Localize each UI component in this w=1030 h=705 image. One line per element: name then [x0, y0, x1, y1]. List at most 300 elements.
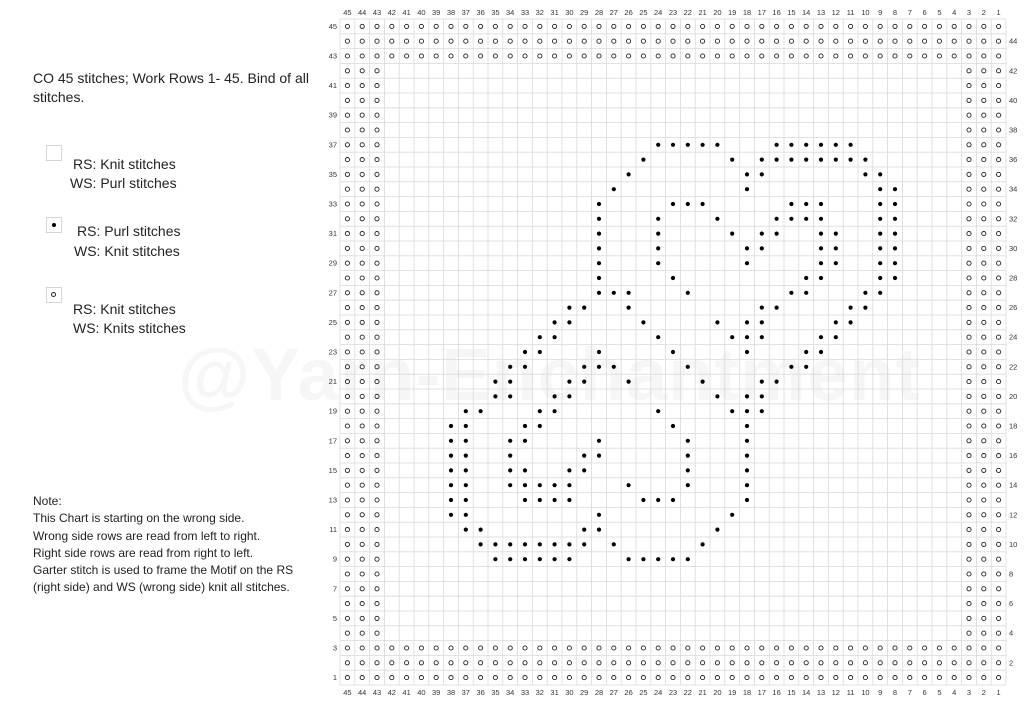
purl-dot — [760, 306, 764, 310]
ring-stitch — [375, 587, 379, 591]
ring-stitch — [360, 187, 364, 191]
ring-stitch — [982, 84, 986, 88]
ring-stitch — [982, 616, 986, 620]
purl-dot — [449, 483, 453, 487]
column-number-top: 25 — [639, 8, 648, 17]
ring-stitch — [967, 246, 971, 250]
purl-dot — [464, 424, 468, 428]
ring-stitch — [360, 39, 364, 43]
purl-dot — [789, 291, 793, 295]
ring-stitch — [775, 24, 779, 28]
ring-stitch — [538, 39, 542, 43]
purl-dot — [508, 468, 512, 472]
column-number-bottom: 37 — [461, 688, 470, 697]
purl-dot — [745, 439, 749, 443]
purl-dot — [789, 365, 793, 369]
column-number-top: 34 — [506, 8, 515, 17]
ring-stitch — [686, 54, 690, 58]
ring-stitch — [997, 320, 1001, 324]
ring-stitch — [493, 39, 497, 43]
ring-stitch — [967, 217, 971, 221]
ring-stitch — [523, 661, 527, 665]
ring-stitch — [360, 557, 364, 561]
purl-dot — [834, 335, 838, 339]
purl-dot — [730, 513, 734, 517]
ring-stitch — [804, 54, 808, 58]
ring-stitch — [345, 468, 349, 472]
ring-stitch — [863, 676, 867, 680]
purl-dot — [523, 542, 527, 546]
purl-dot — [597, 276, 601, 280]
ring-stitch — [375, 646, 379, 650]
column-number-top: 18 — [742, 8, 752, 17]
ring-stitch — [701, 646, 705, 650]
ring-stitch — [967, 572, 971, 576]
purl-dot — [804, 350, 808, 354]
ring-stitch — [967, 143, 971, 147]
purl-dot — [656, 261, 660, 265]
ring-stitch — [553, 661, 557, 665]
column-number-bottom: 21 — [698, 688, 707, 697]
ring-stitch — [375, 676, 379, 680]
purl-dot — [449, 468, 453, 472]
ring-stitch — [878, 54, 882, 58]
purl-dot — [671, 424, 675, 428]
ring-stitch — [434, 54, 438, 58]
ring-stitch — [982, 202, 986, 206]
purl-dot — [523, 439, 527, 443]
ring-stitch — [804, 661, 808, 665]
purl-dot — [567, 306, 571, 310]
ring-stitch — [345, 676, 349, 680]
ring-stitch — [375, 424, 379, 428]
ring-stitch — [553, 54, 557, 58]
purl-dot — [804, 217, 808, 221]
purl-dot — [641, 158, 645, 162]
ring-stitch — [997, 454, 1001, 458]
ring-stitch — [627, 661, 631, 665]
purl-dot — [567, 557, 571, 561]
purl-dot — [775, 380, 779, 384]
ring-stitch — [997, 84, 1001, 88]
purl-dot — [627, 557, 631, 561]
ring-stitch — [627, 54, 631, 58]
ring-stitch — [967, 98, 971, 102]
ring-stitch — [375, 84, 379, 88]
ring-stitch — [464, 39, 468, 43]
purl-dot — [538, 335, 542, 339]
purl-dot — [671, 350, 675, 354]
ring-stitch — [997, 498, 1001, 502]
ring-stitch — [982, 54, 986, 58]
ring-stitch — [597, 646, 601, 650]
purl-dot — [863, 291, 867, 295]
purl-dot — [760, 409, 764, 413]
ring-stitch — [686, 646, 690, 650]
ring-stitch — [730, 54, 734, 58]
ring-stitch — [360, 158, 364, 162]
ring-stitch — [997, 39, 1001, 43]
column-number-bottom: 41 — [402, 688, 411, 697]
column-number-bottom: 44 — [358, 688, 367, 697]
ring-stitch — [508, 661, 512, 665]
purl-dot — [745, 187, 749, 191]
purl-dot — [834, 261, 838, 265]
ring-stitch — [789, 646, 793, 650]
column-number-top: 9 — [878, 8, 883, 17]
ring-stitch — [464, 676, 468, 680]
row-number-left: 15 — [328, 465, 337, 475]
column-number-bottom: 33 — [520, 688, 530, 697]
purl-dot — [523, 557, 527, 561]
ring-stitch — [360, 350, 364, 354]
row-number-right: 24 — [1009, 332, 1018, 342]
purl-dot — [745, 394, 749, 398]
ring-stitch — [730, 39, 734, 43]
column-number-bottom: 43 — [372, 688, 382, 697]
ring-stitch — [849, 39, 853, 43]
ring-stitch — [997, 276, 1001, 280]
ring-stitch — [997, 409, 1001, 413]
row-number-left: 3 — [332, 643, 337, 653]
ring-stitch — [345, 187, 349, 191]
ring-stitch — [345, 631, 349, 635]
ring-stitch — [819, 676, 823, 680]
ring-stitch — [967, 587, 971, 591]
purl-dot — [863, 172, 867, 176]
ring-stitch — [893, 661, 897, 665]
column-number-top: 20 — [713, 8, 722, 17]
ring-stitch — [375, 483, 379, 487]
ring-stitch — [908, 676, 912, 680]
ring-stitch — [760, 646, 764, 650]
purl-dot — [597, 217, 601, 221]
ring-stitch — [937, 24, 941, 28]
column-number-bottom: 34 — [506, 688, 515, 697]
ring-stitch — [878, 661, 882, 665]
ring-stitch — [419, 54, 423, 58]
ring-stitch — [345, 528, 349, 532]
ring-stitch — [952, 24, 956, 28]
column-number-top: 15 — [787, 8, 796, 17]
purl-dot — [893, 246, 897, 250]
column-number-top: 35 — [491, 8, 500, 17]
ring-stitch — [686, 39, 690, 43]
ring-stitch — [375, 24, 379, 28]
column-number-bottom: 22 — [683, 688, 692, 697]
ring-stitch — [360, 113, 364, 117]
column-number-top: 12 — [831, 8, 840, 17]
ring-stitch — [375, 528, 379, 532]
ring-stitch — [375, 335, 379, 339]
ring-stitch — [375, 409, 379, 413]
ring-stitch — [967, 84, 971, 88]
column-number-top: 14 — [802, 8, 811, 17]
ring-stitch — [760, 39, 764, 43]
ring-stitch — [360, 498, 364, 502]
ring-stitch — [360, 69, 364, 73]
purl-dot — [582, 528, 586, 532]
ring-stitch — [745, 676, 749, 680]
ring-stitch — [449, 54, 453, 58]
ring-stitch — [863, 39, 867, 43]
ring-stitch — [656, 24, 660, 28]
purl-dot — [671, 202, 675, 206]
ring-stitch — [997, 394, 1001, 398]
ring-stitch — [819, 646, 823, 650]
ring-stitch — [464, 24, 468, 28]
note-line-4: Garter stitch is used to frame the Motif on the RS (right side) and WS (wrong side) knit all stitches. — [33, 563, 294, 595]
ring-stitch — [701, 39, 705, 43]
ring-stitch — [375, 306, 379, 310]
column-number-top: 1 — [996, 8, 1001, 17]
ring-stitch — [479, 646, 483, 650]
ring-stitch — [405, 54, 409, 58]
purl-dot — [508, 394, 512, 398]
ring-stitch — [760, 54, 764, 58]
row-number-left: 41 — [328, 81, 337, 91]
ring-stitch — [449, 676, 453, 680]
purl-dot — [508, 542, 512, 546]
ring-stitch — [967, 483, 971, 487]
ring-stitch — [967, 468, 971, 472]
ring-stitch — [730, 646, 734, 650]
ring-stitch — [345, 439, 349, 443]
purl-dot — [834, 320, 838, 324]
ring-stitch — [360, 424, 364, 428]
ring-stitch — [360, 232, 364, 236]
purl-dot — [745, 424, 749, 428]
purl-dot — [760, 380, 764, 384]
row-number-left: 21 — [328, 377, 337, 387]
ring-stitch — [967, 261, 971, 265]
column-number-bottom: 39 — [432, 688, 441, 697]
ring-stitch — [952, 676, 956, 680]
ring-stitch — [345, 409, 349, 413]
ring-stitch — [419, 24, 423, 28]
purl-dot — [789, 202, 793, 206]
ring-stitch — [701, 54, 705, 58]
purl-dot — [819, 143, 823, 147]
ring-stitch — [982, 246, 986, 250]
ring-stitch — [967, 306, 971, 310]
ring-stitch — [656, 676, 660, 680]
purl-dot — [523, 350, 527, 354]
purl-dot — [878, 291, 882, 295]
purl-dot — [863, 306, 867, 310]
ring-stitch — [967, 528, 971, 532]
ring-stitch — [923, 54, 927, 58]
ring-stitch — [375, 557, 379, 561]
ring-stitch — [997, 217, 1001, 221]
purl-dot — [893, 261, 897, 265]
ring-stitch — [908, 39, 912, 43]
ring-stitch — [464, 661, 468, 665]
ring-stitch — [671, 661, 675, 665]
ring-stitch — [937, 676, 941, 680]
ring-stitch — [908, 646, 912, 650]
column-number-top: 7 — [907, 8, 912, 17]
ring-stitch — [582, 24, 586, 28]
ring-stitch — [982, 143, 986, 147]
ring-stitch — [982, 365, 986, 369]
purl-dot — [656, 232, 660, 236]
column-number-top: 31 — [550, 8, 559, 17]
ring-stitch — [390, 661, 394, 665]
note-line-1: This Chart is starting on the wrong side. — [33, 511, 245, 526]
column-number-bottom: 7 — [907, 688, 912, 697]
legend-dot-ws: WS: Knit stitches — [74, 243, 180, 259]
purl-dot — [656, 557, 660, 561]
purl-dot — [523, 468, 527, 472]
ring-stitch — [493, 661, 497, 665]
ring-stitch — [567, 676, 571, 680]
ring-stitch — [701, 661, 705, 665]
purl-dot — [730, 335, 734, 339]
ring-stitch — [627, 24, 631, 28]
purl-dot — [878, 232, 882, 236]
purl-dot — [849, 320, 853, 324]
ring-stitch — [967, 557, 971, 561]
purl-dot — [819, 217, 823, 221]
ring-stitch — [405, 676, 409, 680]
column-number-top: 2 — [981, 8, 986, 17]
ring-stitch — [360, 84, 364, 88]
purl-dot — [760, 394, 764, 398]
purl-dot — [701, 380, 705, 384]
column-number-top: 30 — [565, 8, 574, 17]
ring-stitch — [656, 646, 660, 650]
purl-dot — [597, 528, 601, 532]
ring-stitch — [878, 24, 882, 28]
ring-stitch — [479, 39, 483, 43]
ring-stitch — [730, 676, 734, 680]
column-number-top: 4 — [952, 8, 957, 17]
purl-dot — [789, 143, 793, 147]
ring-stitch — [997, 350, 1001, 354]
purl-dot — [671, 498, 675, 502]
ring-stitch — [641, 54, 645, 58]
ring-stitch — [375, 98, 379, 102]
row-number-left: 17 — [328, 436, 337, 446]
ring-stitch — [834, 676, 838, 680]
ring-stitch — [345, 291, 349, 295]
purl-dot — [878, 276, 882, 280]
ring-stitch — [997, 365, 1001, 369]
ring-stitch — [375, 661, 379, 665]
ring-stitch — [508, 54, 512, 58]
column-number-bottom: 5 — [937, 688, 942, 697]
ring-stitch — [715, 676, 719, 680]
purl-dot — [612, 187, 616, 191]
ring-stitch — [345, 557, 349, 561]
ring-stitch — [982, 631, 986, 635]
ring-stitch — [982, 276, 986, 280]
column-number-top: 26 — [624, 8, 633, 17]
purl-dot — [582, 542, 586, 546]
purl-dot — [878, 217, 882, 221]
ring-stitch — [360, 483, 364, 487]
purl-dot — [863, 158, 867, 162]
ring-stitch — [641, 676, 645, 680]
column-number-bottom: 10 — [861, 688, 870, 697]
row-number-left: 1 — [332, 673, 337, 683]
ring-stitch — [997, 424, 1001, 428]
column-number-top: 8 — [892, 8, 898, 17]
ring-stitch — [967, 454, 971, 458]
ring-stitch — [849, 646, 853, 650]
purl-dot — [804, 365, 808, 369]
ring-stitch — [863, 54, 867, 58]
ring-stitch — [582, 54, 586, 58]
column-number-top: 11 — [846, 8, 855, 17]
purl-dot — [582, 468, 586, 472]
ring-stitch — [345, 365, 349, 369]
ring-stitch — [390, 676, 394, 680]
ring-stitch — [375, 232, 379, 236]
purl-dot — [641, 320, 645, 324]
ring-stitch — [345, 246, 349, 250]
row-number-right: 32 — [1009, 214, 1018, 224]
ring-stitch — [967, 276, 971, 280]
ring-stitch — [538, 646, 542, 650]
row-number-left: 33 — [328, 199, 337, 209]
purl-dot — [804, 202, 808, 206]
purl-dot — [567, 394, 571, 398]
ring-stitch — [345, 602, 349, 606]
column-number-bottom: 31 — [550, 688, 559, 697]
purl-dot — [523, 483, 527, 487]
column-number-top: 42 — [387, 8, 396, 17]
row-number-right: 26 — [1009, 303, 1018, 313]
ring-stitch — [360, 306, 364, 310]
ring-stitch — [967, 187, 971, 191]
ring-stitch — [553, 676, 557, 680]
ring-stitch — [982, 291, 986, 295]
purl-dot — [612, 291, 616, 295]
row-number-left: 37 — [328, 140, 337, 150]
ring-stitch — [982, 232, 986, 236]
purl-dot — [878, 172, 882, 176]
ring-stitch — [967, 394, 971, 398]
purl-dot — [567, 498, 571, 502]
ring-stitch — [449, 24, 453, 28]
ring-stitch — [360, 542, 364, 546]
purl-dot — [582, 454, 586, 458]
ring-stitch — [523, 39, 527, 43]
ring-stitch — [656, 39, 660, 43]
ring-stitch — [982, 661, 986, 665]
ring-stitch — [345, 69, 349, 73]
purl-dot — [553, 409, 557, 413]
ring-stitch — [360, 631, 364, 635]
ring-stitch — [997, 335, 1001, 339]
ring-stitch — [715, 661, 719, 665]
ring-stitch — [997, 232, 1001, 236]
ring-stitch — [375, 454, 379, 458]
ring-stitch — [360, 661, 364, 665]
ring-stitch — [419, 676, 423, 680]
ring-stitch — [878, 39, 882, 43]
ring-stitch — [745, 646, 749, 650]
purl-dot — [493, 380, 497, 384]
column-number-top: 38 — [446, 8, 456, 17]
ring-stitch — [671, 24, 675, 28]
column-number-bottom: 8 — [892, 688, 898, 697]
ring-stitch — [375, 172, 379, 176]
ring-stitch — [567, 54, 571, 58]
column-number-bottom: 17 — [757, 688, 766, 697]
